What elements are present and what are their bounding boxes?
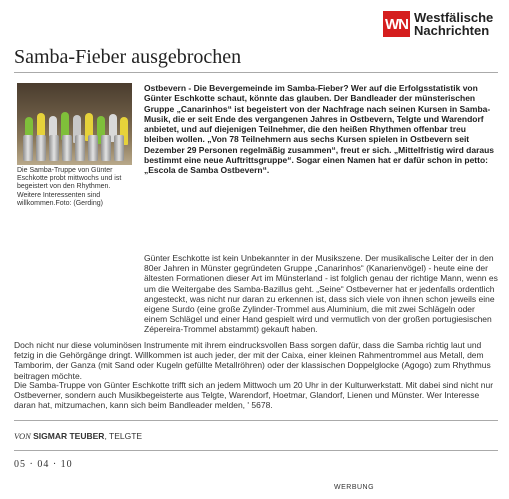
photo-caption: Die Samba-Truppe von Günter Eschkotte probt mittwochs und ist begeistert von den Rhythmen. Weitere Interessenten sind willkommen.Foto: (Gerding) [17, 167, 122, 207]
article-paragraph-3: Die Samba-Truppe von Günter Eschkotte trifft sich an jedem Mittwoch um 20 Uhr in der Kulturwerkstatt. Mit dabei sind nicht nur Ostbeverner, sondern auch Musikbegeisterte aus Telgte, Warendorf, Hoetmar, Glandorf, Lienen und Münster. Wer Interesse daran hat, mitzumachen, kann sich beim Bandleader melden, ' 5678. [14, 380, 494, 411]
article-date: 05 · 04 · 10 [14, 459, 73, 470]
title-rule [14, 72, 498, 73]
newspaper-logo[interactable] [383, 11, 493, 37]
byline-location: , TELGTE [104, 431, 143, 441]
photo-drum [101, 135, 111, 161]
byline-prefix: VON [14, 431, 31, 441]
wn-logo-mark: WN [383, 11, 410, 37]
logo-wordmark [414, 11, 493, 37]
article-photo [17, 83, 132, 165]
photo-drum [75, 135, 85, 161]
byline-author: SIGMAR TEUBER [33, 431, 105, 441]
article-paragraph-1: Günter Eschkotte ist kein Unbekannter in der Musikszene. Der musikalische Leiter der in den 80er Jahren in Münster gegründeten Gruppe „Canarinhos“ (Kanarienvögel) - heute eine der ältesten Formationen dieser Art im Münsterland - ist folglich genau der richtige Mann, wenn es um die Weitergabe des Samba-Bazillus geht. „Seine“ Ostbeverner hat er jedenfalls ordentlich angesteckt, was nicht nur daran zu erkennen ist, dass sich viele von ihnen schon jeweils eine eigene Surdo (eine große Zylinder-Trommel aus Aluminium, die mit zwei Schlägeln oder einem Schlägel und einer Hand gespielt wird und vermutlich von der großen portugiesischen Zépereira-Trommel abstammt) gekauft haben. [144, 253, 498, 335]
date-rule [14, 450, 498, 451]
ad-label: WERBUNG [334, 484, 375, 491]
photo-drum [88, 135, 98, 161]
logo-line-2: Nachrichten [414, 23, 490, 38]
byline-rule [14, 420, 498, 421]
logo-line-1: Westfälische [414, 10, 494, 25]
article-lead: Ostbevern - Die Bevergemeinde im Samba-Fieber? Wer auf die Erfolgsstatistik von Günter Eschkotte schaut, könnte das glauben. Der Bandleader der münsterischen Gruppe „Canarinhos“ ist begeistert von der Nachfrage nach seinen Kursen in Samba-Musik, die er seit Ende des vergangenen Jahres in Ostbevern, Telgte und Warendorf anbietet, und auf diejenigen Teilnehmer, die den heißen Rhythmen offenbar treu bleiben wollen. „Von 78 Teilnehmern aus sechs Kursen spielen in Ostbevern seit Dezember 29 Personen regelmäßig zusammen“, freut er sich. „Mittelfristig wird daraus bestimmt eine neue Auftrittsgruppe“. Sogar einen Namen hat er dafür schon in petto: „Escola de Samba Ostbevern“. [144, 83, 495, 176]
photo-drum [23, 135, 33, 161]
photo-drum [62, 135, 72, 161]
photo-drum [49, 135, 59, 161]
article-title: Samba-Fieber ausgebrochen [14, 46, 242, 68]
byline [14, 431, 142, 441]
article-paragraph-2: Doch nicht nur diese voluminösen Instrumente mit ihrem eindrucksvollen Bass sorgen dafür, dass die Samba richtig laut und fetzig in die Gehörgänge dringt. Willkommen ist auch jeder, der mit der Caixa, einer kleinen Rahmentrommel aus Metall, dem Tamborim, der Ganza (mit Sand oder Kugeln gefüllte Metallröhren) oder der klassischen Doppelglocke (Agogo) zum Rhythmus beitragen möchte. [14, 340, 491, 381]
photo-drum [36, 135, 46, 161]
photo-drum [114, 135, 124, 161]
